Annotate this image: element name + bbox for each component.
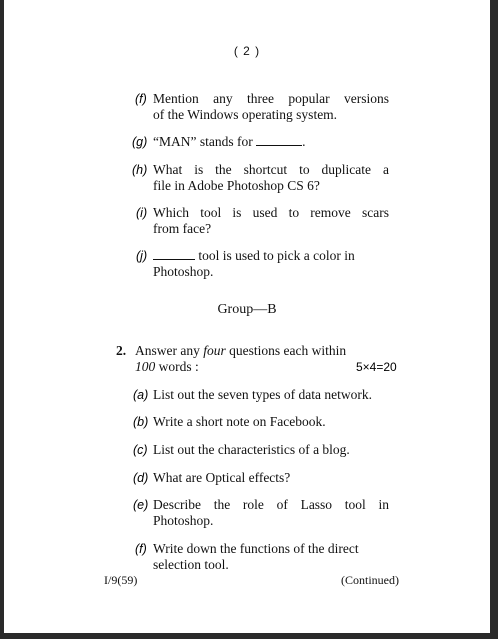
question-label: (a) xyxy=(133,388,149,402)
question-line: Which tool is used to remove scars xyxy=(153,205,389,220)
question-label: (b) xyxy=(133,415,149,429)
question-line: file in Adobe Photoshop CS 6? xyxy=(153,178,320,193)
q2-text: words : xyxy=(158,359,199,374)
question-line: Photoshop. xyxy=(153,513,214,528)
question-h-text xyxy=(153,162,389,194)
question-j-text xyxy=(153,248,389,280)
question-line: tool is used to pick a color in xyxy=(198,248,355,263)
continued-label: (Continued) xyxy=(341,573,399,587)
question-line: of the Windows operating system. xyxy=(153,107,338,122)
question-label: (d) xyxy=(133,471,149,485)
question-line: selection tool. xyxy=(153,557,229,572)
question-label: (e) xyxy=(133,498,149,512)
page-number: ( 2 ) xyxy=(233,44,261,58)
question-d-text: What are Optical effects? xyxy=(153,470,291,485)
exam-page xyxy=(4,0,490,633)
q2-text: Answer any xyxy=(135,343,200,358)
question-punct: . xyxy=(302,134,306,149)
question-label: (c) xyxy=(133,443,148,457)
q2-emphasis: 100 xyxy=(135,359,156,374)
question-f-text xyxy=(153,91,389,123)
question-a-text: List out the seven types of data network. xyxy=(153,387,372,402)
question-number: 2. xyxy=(116,343,127,358)
question-c-text: List out the characteristics of a blog. xyxy=(153,442,350,457)
question-g-text xyxy=(153,134,305,150)
question-line: Photoshop. xyxy=(153,264,214,279)
q2-line1 xyxy=(135,343,387,359)
q2-emphasis: four xyxy=(203,343,226,358)
question-line: What is the shortcut to duplicate a xyxy=(153,162,389,177)
question-label: (f) xyxy=(135,92,147,106)
question-label: (g) xyxy=(132,135,148,149)
answer-blank xyxy=(153,249,195,260)
q2-instruction xyxy=(135,343,387,375)
question-label: (f) xyxy=(135,542,147,556)
question-line: from face? xyxy=(153,221,212,236)
question-b-text: Write a short note on Facebook. xyxy=(153,414,326,429)
question-line: Mention any three popular versions xyxy=(153,91,389,106)
question-label: (j) xyxy=(136,249,148,263)
marks: 5×4=20 xyxy=(356,360,397,374)
paper-code: I/9(59) xyxy=(104,573,138,587)
question-line-wrap xyxy=(153,248,389,264)
question-line: Write down the functions of the direct xyxy=(153,541,359,556)
question-line: “MAN” stands for xyxy=(153,134,253,149)
q2-line2 xyxy=(135,359,387,375)
group-title: Group—B xyxy=(217,302,277,317)
q2-text: questions each within xyxy=(229,343,347,358)
question-label: (h) xyxy=(132,163,148,177)
question-line: Describe the role of Lasso tool in xyxy=(153,497,389,512)
question-f2-text xyxy=(153,541,393,573)
question-i-text xyxy=(153,205,389,237)
question-label: (i) xyxy=(136,206,148,220)
answer-blank xyxy=(256,135,302,146)
question-e-text xyxy=(153,497,389,529)
